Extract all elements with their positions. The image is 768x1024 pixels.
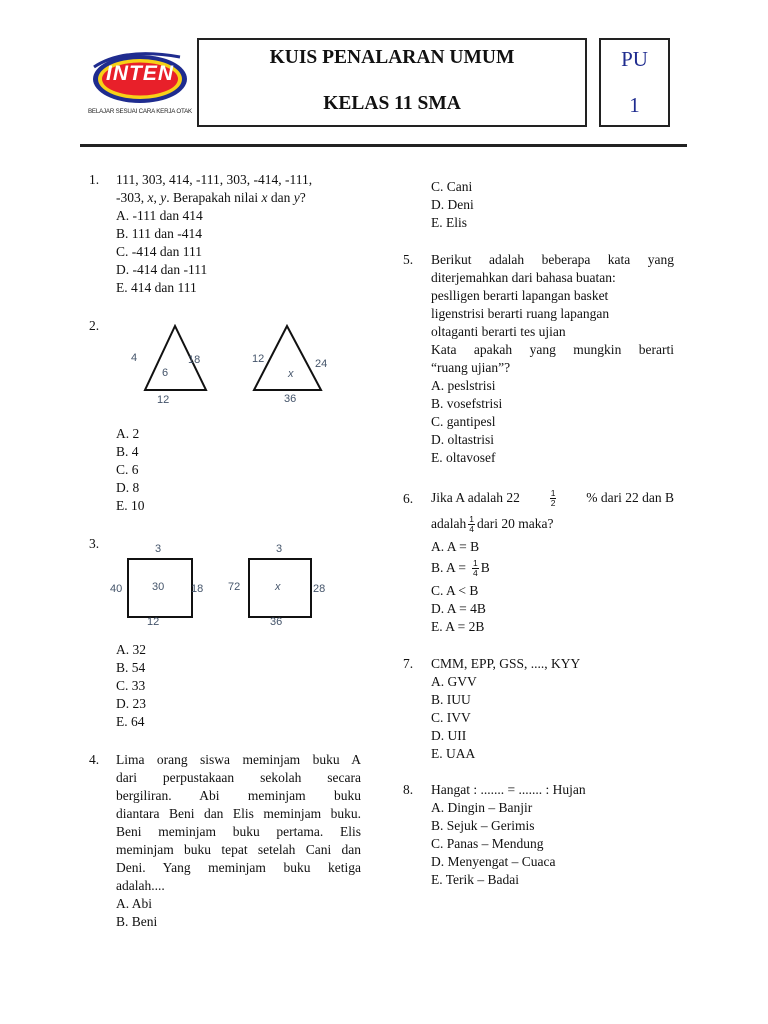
- question-text: Jika A adalah 22 $\frac{1}{2}$ % dari 22 dan B: [431, 487, 674, 508]
- triangle-2-left: 12: [252, 353, 265, 365]
- question-text: Kata apakah yang mungkin berarti: [431, 342, 674, 357]
- option-d: D. 8: [116, 480, 140, 495]
- header-rule: [80, 144, 687, 147]
- triangle-1-left: 4: [131, 352, 138, 364]
- page-subtitle: KELAS 11 SMA: [323, 93, 461, 114]
- option-a: A. Abi: [116, 896, 153, 911]
- square-2-right: 28: [313, 583, 326, 595]
- fraction-quarter: $\frac{1}{4}$: [469, 513, 474, 534]
- question-number: 7.: [403, 656, 414, 671]
- question-text: Lima orang siswa meminjam buku A: [116, 752, 361, 767]
- square-1-left: 40: [110, 583, 123, 595]
- option-d: D. Deni: [431, 197, 474, 212]
- triangle-2-center: x: [288, 368, 294, 380]
- option-c: C. IVV: [431, 710, 471, 725]
- option-b: B. 4: [116, 444, 139, 459]
- question-text: “ruang ujian”?: [431, 360, 511, 375]
- square-1-center: 30: [152, 581, 165, 593]
- question-number: 5.: [403, 252, 414, 267]
- question-number: 8.: [403, 782, 414, 797]
- option-e: E. 64: [116, 714, 145, 729]
- code-number: 1: [629, 93, 640, 117]
- question-text: adalah....: [116, 878, 165, 893]
- option-d: D. oltastrisi: [431, 432, 494, 447]
- option-c: C. A < B: [431, 583, 479, 598]
- option-e: E. Terik – Badai: [431, 872, 520, 887]
- fraction-quarter: $\frac{1}{4}$: [473, 557, 478, 578]
- page-title: KUIS PENALARAN UMUM: [269, 47, 515, 68]
- question-number: 6.: [403, 491, 414, 506]
- question-text: meminjam buku tepat setelah Cani dan: [116, 842, 361, 857]
- triangle-1-right: 18: [188, 354, 201, 366]
- option-d: D. A = 4B: [431, 601, 486, 616]
- triangle-1-center: 6: [162, 367, 169, 379]
- question-text: adalah $\frac{1}{4}$ dari 20 maka?: [431, 513, 554, 534]
- square-2-center: x: [275, 581, 281, 593]
- option-a: A. -111 dan 414: [116, 208, 203, 223]
- option-b: B. vosefstrisi: [431, 396, 503, 411]
- option-e: E. A = 2B: [431, 619, 485, 634]
- question-text: bergiliran. Abi meminjam buku: [116, 788, 361, 803]
- option-a: A. GVV: [431, 674, 477, 689]
- question-number: 4.: [89, 752, 100, 767]
- question-text: Beni meminjam buku pertama. Elis: [116, 824, 361, 839]
- option-e: E. 10: [116, 498, 145, 513]
- title-box: [197, 38, 587, 127]
- option-d: D. -414 dan -111: [116, 262, 208, 277]
- question-number: 2.: [89, 318, 100, 333]
- question-text: -303, x, y. Berapakah nilai x dan y?: [116, 190, 306, 205]
- triangle-1-bottom: 12: [157, 394, 170, 406]
- square-2-top: 3: [276, 543, 283, 555]
- option-e: E. oltavosef: [431, 450, 496, 465]
- question-text: 111, 303, 414, -111, 303, -414, -111,: [116, 172, 313, 187]
- option-e: E. 414 dan 111: [116, 280, 197, 295]
- question-text: Hangat : ....... = ....... : Hujan: [431, 782, 586, 797]
- question-text: oltaganti berarti tes ujian: [431, 324, 566, 339]
- option-c: C. -414 dan 111: [116, 244, 202, 259]
- option-c: C. gantipesl: [431, 414, 496, 429]
- option-a: A. 2: [116, 426, 140, 441]
- option-b: B. A = $\frac{1}{4}$ B: [431, 557, 490, 578]
- question-text: ligenstrisi berarti ruang lapangan: [431, 306, 610, 321]
- code-box: [599, 38, 670, 127]
- question-text: peslligen berarti lapangan basket: [431, 288, 609, 303]
- question-text: diterjemahkan dari bahasa buatan:: [431, 270, 616, 285]
- option-b: B. Sejuk – Gerimis: [431, 818, 535, 833]
- option-a: A. peslstrisi: [431, 378, 496, 393]
- triangle-2-bottom: 36: [284, 393, 297, 405]
- option-d: D. UII: [431, 728, 467, 743]
- option-b: B. IUU: [431, 692, 471, 707]
- question-number: 3.: [89, 536, 100, 551]
- option-c: C. Cani: [431, 179, 473, 194]
- triangle-2-right: 24: [315, 358, 328, 370]
- option-b: B. Beni: [116, 914, 158, 929]
- option-d: D. 23: [116, 696, 146, 711]
- square-1-bottom: 12: [147, 616, 160, 628]
- square-1-right: 18: [191, 583, 204, 595]
- option-a: A. 32: [116, 642, 146, 657]
- fraction-half: $\frac{1}{2}$: [550, 487, 556, 508]
- question-text: Berikut adalah beberapa kata yang: [431, 252, 674, 267]
- option-e: E. UAA: [431, 746, 476, 761]
- square-2-bottom: 36: [270, 616, 283, 628]
- option-b: B. 54: [116, 660, 146, 675]
- question-text: dari perpustakaan sekolah secara: [116, 770, 361, 785]
- logo-brand: INTEN: [106, 62, 174, 85]
- square-1-top: 3: [155, 543, 162, 555]
- triangle-figures: [140, 324, 340, 396]
- question-text: Deni. Yang meminjam buku ketiga: [116, 860, 361, 875]
- square-2-left: 72: [228, 581, 241, 593]
- logo-tagline: BELAJAR SESUAI CARA KERJA OTAK: [88, 108, 192, 115]
- option-a: A. Dingin – Banjir: [431, 800, 533, 815]
- option-c: C. 6: [116, 462, 139, 477]
- question-text: diantara Beni dan Elis meminjam buku.: [116, 806, 361, 821]
- logo: [84, 45, 196, 125]
- option-b: B. 111 dan -414: [116, 226, 202, 241]
- option-c: C. 33: [116, 678, 146, 693]
- option-e: E. Elis: [431, 215, 467, 230]
- option-a: A. A = B: [431, 539, 480, 554]
- option-c: C. Panas – Mendung: [431, 836, 544, 851]
- code-label: PU: [621, 47, 648, 71]
- question-number: 1.: [89, 172, 100, 187]
- option-d: D. Menyengat – Cuaca: [431, 854, 556, 869]
- question-text: CMM, EPP, GSS, ...., KYY: [431, 656, 581, 671]
